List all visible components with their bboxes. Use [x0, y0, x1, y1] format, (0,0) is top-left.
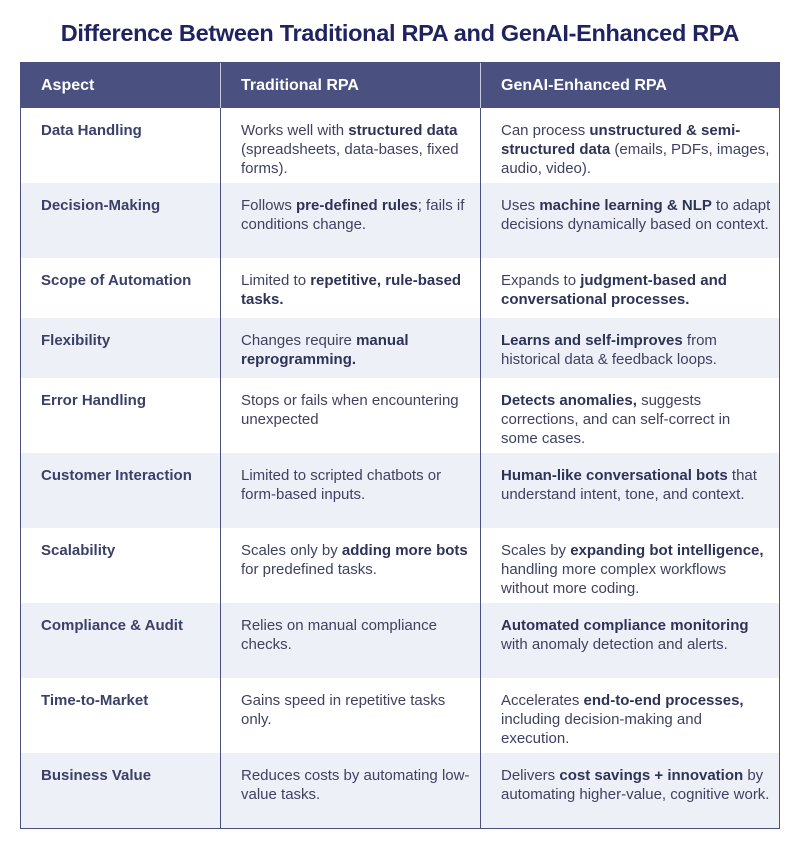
table-row	[21, 258, 779, 318]
traditional-rpa-cell: Changes require manual reprogramming.	[221, 318, 481, 378]
traditional-rpa-cell: Gains speed in repetitive tasks only.	[221, 678, 481, 753]
traditional-rpa-cell: Reduces costs by automating low-value tasks.	[221, 753, 481, 828]
aspect-cell: Data Handling	[21, 108, 221, 183]
genai-rpa-cell: Accelerates end-to-end processes, including decision-making and execution.	[501, 692, 744, 747]
table-row	[21, 678, 779, 753]
table-row	[21, 318, 779, 378]
aspect-cell: Compliance & Audit	[21, 603, 221, 678]
table-header	[21, 63, 779, 108]
genai-rpa-cell: Delivers cost savings + innovation by automating higher-value, cognitive work.	[501, 767, 770, 803]
header-traditional-rpa: Traditional RPA	[221, 63, 481, 108]
traditional-rpa-cell: Works well with structured data (spreadsheets, data-bases, fixed forms).	[221, 108, 481, 183]
traditional-rpa-cell: Follows pre-defined rules; fails if conditions change.	[221, 183, 481, 258]
aspect-cell: Customer Interaction	[21, 453, 221, 528]
table-body	[21, 108, 779, 828]
traditional-rpa-cell: Stops or fails when encountering unexpected	[221, 378, 481, 453]
page-title: Difference Between Traditional RPA and GenAI-Enhanced RPA	[60, 20, 740, 46]
table-row	[21, 603, 779, 678]
genai-rpa-cell: Uses machine learning & NLP to adapt decisions dynamically based on context.	[501, 197, 771, 233]
table-row	[21, 183, 779, 258]
genai-rpa-cell: Detects anomalies, suggests corrections, and can self-correct in some cases.	[501, 392, 731, 447]
traditional-rpa-cell: Limited to repetitive, rule-based tasks.	[221, 258, 481, 318]
aspect-cell: Scalability	[21, 528, 221, 603]
aspect-cell: Decision-Making	[21, 183, 221, 258]
traditional-rpa-cell: Relies on manual compliance checks.	[221, 603, 481, 678]
traditional-rpa-cell: Scales only by adding more bots for predefined tasks.	[221, 528, 481, 603]
aspect-cell: Flexibility	[21, 318, 221, 378]
table-row	[21, 753, 779, 828]
table-row	[21, 108, 779, 183]
table-row	[21, 378, 779, 453]
table-row	[21, 528, 779, 603]
genai-rpa-cell: Human-like conversational bots that understand intent, tone, and context.	[501, 467, 757, 503]
comparison-table	[20, 62, 780, 829]
header-aspect: Aspect	[21, 63, 221, 108]
genai-rpa-cell: Expands to judgment-based and conversational processes.	[501, 272, 727, 308]
traditional-rpa-cell: Limited to scripted chatbots or form-based inputs.	[221, 453, 481, 528]
aspect-cell: Time-to-Market	[21, 678, 221, 753]
genai-rpa-cell: Can process unstructured & semi-structured data (emails, PDFs, images, audio, video).	[501, 122, 770, 177]
genai-rpa-cell: Learns and self-improves from historical data & feedback loops.	[501, 332, 717, 368]
aspect-cell: Business Value	[21, 753, 221, 828]
aspect-cell: Error Handling	[21, 378, 221, 453]
genai-rpa-cell: Automated compliance monitoring with anomaly detection and alerts.	[501, 617, 749, 653]
table-row	[21, 453, 779, 528]
header-genai-rpa: GenAI-Enhanced RPA	[501, 77, 667, 94]
aspect-cell: Scope of Automation	[21, 258, 221, 318]
genai-rpa-cell: Scales by expanding bot intelligence, handling more complex workflows without more coding.	[501, 542, 764, 597]
